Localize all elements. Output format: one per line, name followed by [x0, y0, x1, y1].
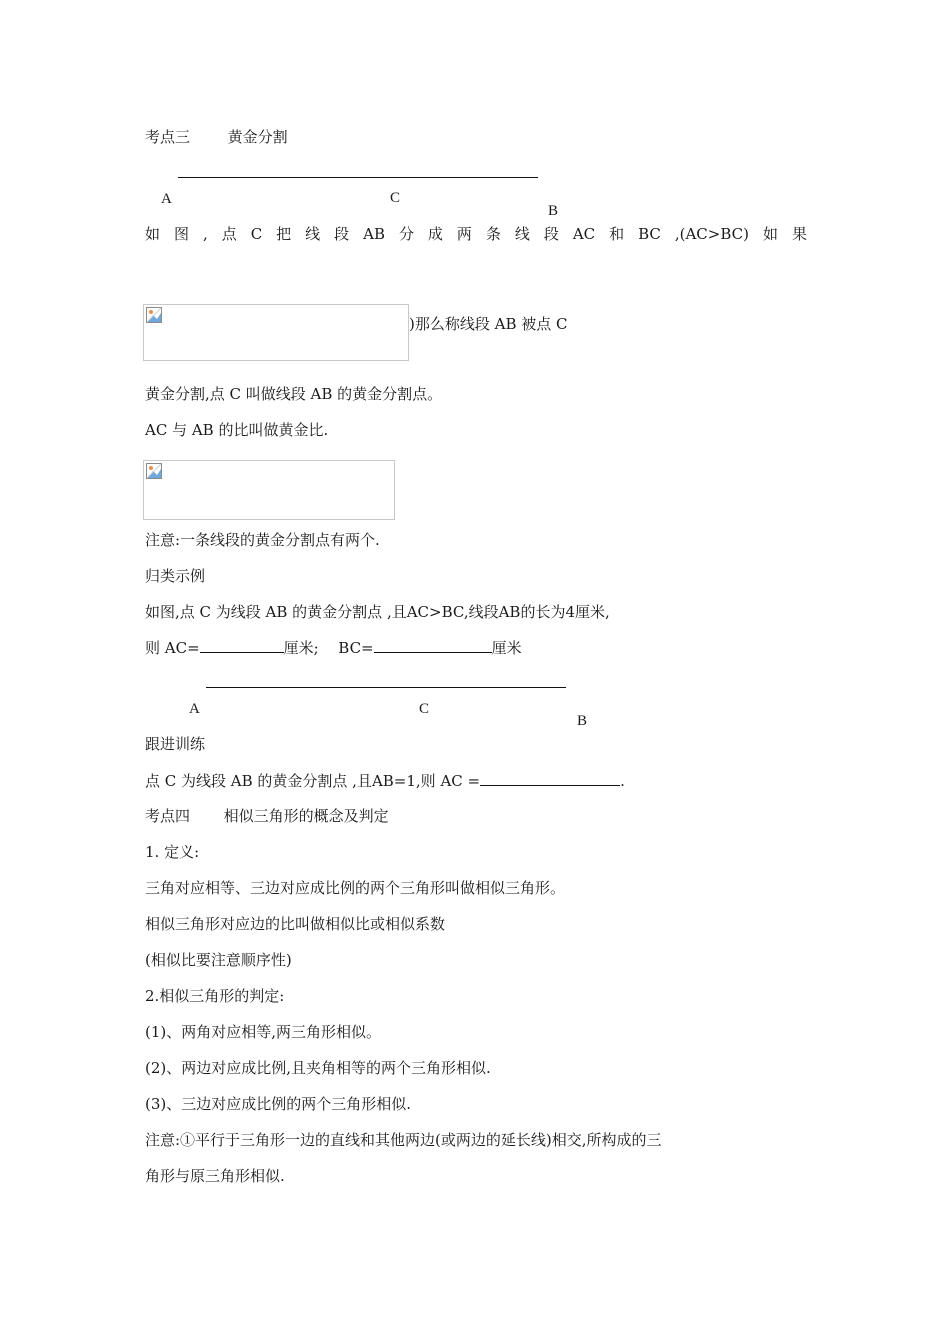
similar-definition: 三角对应相等、三边对应成比例的两个三角形叫做相似三角形。	[145, 879, 566, 897]
practice-answer-blank[interactable]	[480, 771, 620, 786]
definition-word: 果	[791, 225, 807, 243]
definition-word: 成	[427, 225, 443, 243]
definition-line	[145, 224, 807, 244]
definition-line2: )那么称线段 AB 被点 C	[409, 315, 568, 333]
definition-word: 分	[398, 225, 414, 243]
definition-word: 条	[485, 225, 501, 243]
example-heading: 归类示例	[145, 567, 206, 585]
definition-word: ,(AC>BC)	[674, 225, 749, 243]
answer-blank-bc[interactable]	[374, 638, 492, 653]
definition-word: BC	[638, 225, 661, 243]
definition-word: 如	[145, 225, 161, 243]
definition-word: 把	[276, 225, 292, 243]
definition-word: 点	[221, 225, 237, 243]
definition-word: AC	[572, 225, 596, 243]
figure1-label-a: A	[161, 191, 172, 207]
note-golden-points: 注意:一条线段的黄金分割点有两个.	[145, 531, 380, 549]
segment-ab-figure2	[206, 687, 566, 688]
practice-end: .	[620, 772, 625, 790]
section4-heading	[145, 806, 389, 826]
segment-ab-figure1	[178, 177, 538, 178]
section3-name: 黄金分割	[227, 128, 288, 146]
similarity-ratio: 相似三角形对应边的比叫做相似比或相似系数	[145, 915, 446, 933]
definition-word: 图	[173, 225, 189, 243]
section4-name: 相似三角形的概念及判定	[223, 807, 389, 825]
definition-word: 如	[762, 225, 778, 243]
judgement-2: (2)、两边对应成比例,且夹角相等的两个三角形相似.	[145, 1059, 491, 1077]
definition-word: ,	[202, 225, 208, 243]
definition-word: C	[250, 225, 263, 243]
section3-title: 考点三	[145, 128, 191, 146]
definition-word: 线	[305, 225, 321, 243]
formula-image-2	[143, 460, 395, 520]
definition-word: 两	[456, 225, 472, 243]
definition-line4: AC 与 AB 的比叫做黄金比.	[145, 421, 329, 439]
note-parallel-line-b: 角形与原三角形相似.	[145, 1167, 285, 1185]
definition-word: 线	[514, 225, 530, 243]
figure2-label-a: A	[189, 701, 200, 717]
example-answer-line	[145, 638, 522, 658]
answer-blank-ac[interactable]	[200, 638, 284, 653]
practice-question: 点 C 为线段 AB 的黄金分割点 ,且AB=1,则 AC =	[145, 772, 481, 790]
definition-word: 段	[543, 225, 559, 243]
note-parallel-line-a: 注意:①平行于三角形一边的直线和其他两边(或两边的延长线)相交,所构成的三	[145, 1131, 662, 1149]
section4-title: 考点四	[145, 807, 191, 825]
figure1-label-b: B	[548, 203, 559, 219]
answer-unit-2: 厘米	[491, 639, 522, 657]
definition-word: 和	[609, 225, 625, 243]
answer-bc-prefix: BC=	[338, 639, 374, 657]
definition-line3: 黄金分割,点 C 叫做线段 AB 的黄金分割点。	[145, 385, 443, 403]
example-question: 如图,点 C 为线段 AB 的黄金分割点 ,且AC>BC,线段AB的长为4厘米,	[145, 603, 610, 621]
practice-question-line	[145, 771, 625, 791]
definition-heading: 1. 定义:	[145, 843, 200, 861]
broken-image-icon	[146, 307, 162, 323]
definition-word: AB	[363, 225, 385, 243]
broken-image-icon	[146, 463, 162, 479]
practice-heading: 跟进训练	[145, 735, 206, 753]
similarity-ratio-note: (相似比要注意顺序性)	[145, 951, 292, 969]
figure2-label-c: C	[419, 701, 430, 717]
section3-heading	[145, 127, 288, 147]
judgement-3: (3)、三边对应成比例的两个三角形相似.	[145, 1095, 412, 1113]
definition-word: 段	[334, 225, 350, 243]
answer-ac-prefix: 则 AC=	[145, 639, 200, 657]
figure2-label-b: B	[577, 713, 588, 729]
judgement-1: (1)、两角对应相等,两三角形相似。	[145, 1023, 382, 1041]
answer-unit-1: 厘米;	[283, 639, 319, 657]
formula-image-1	[143, 304, 409, 361]
figure1-label-c: C	[390, 190, 401, 206]
judgement-heading: 2.相似三角形的判定:	[145, 987, 285, 1005]
